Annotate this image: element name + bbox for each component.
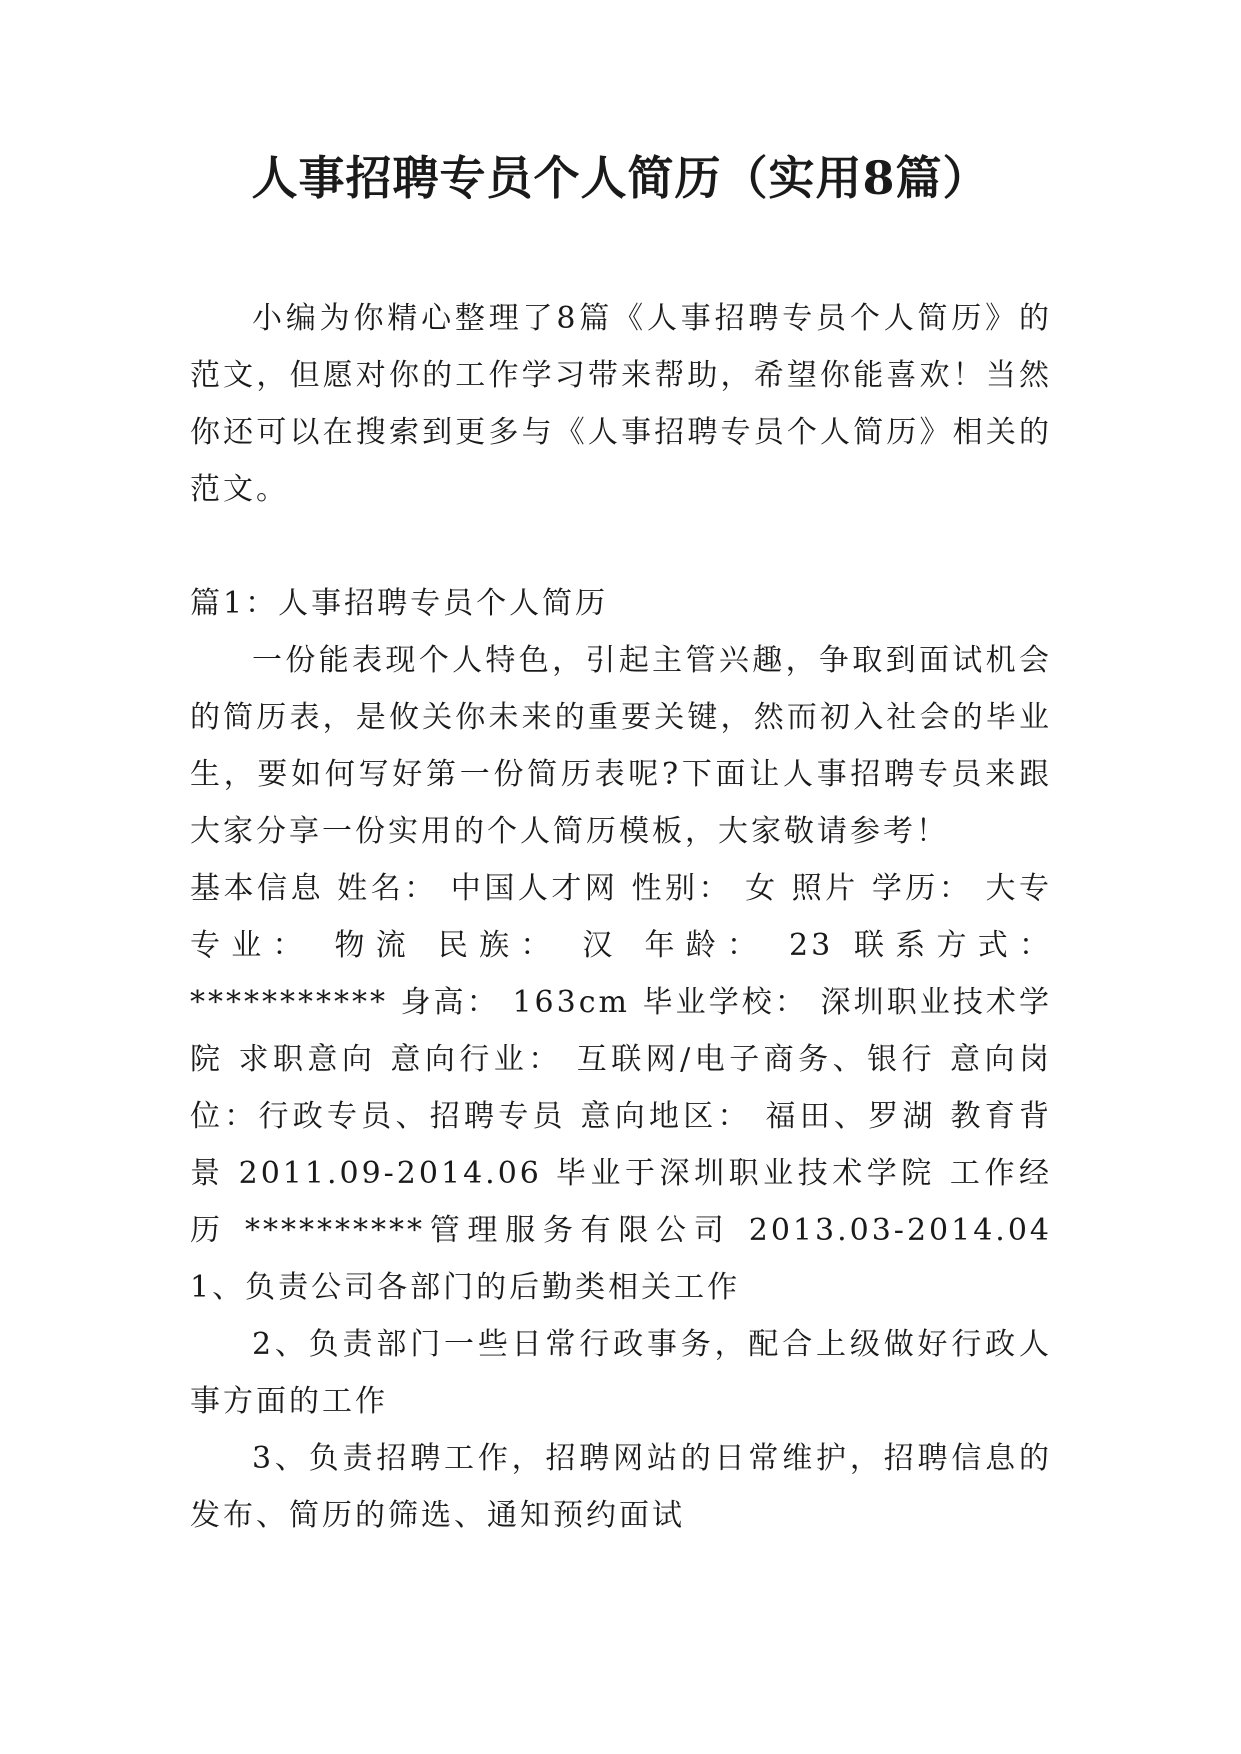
paragraph: 3、负责招聘工作，招聘网站的日常维护，招聘信息的发布、简历的筛选、通知预约面试 <box>190 1441 1052 1533</box>
paragraph: 一份能表现个人特色，引起主管兴趣，争取到面试机会的简历表，是攸关你未来的重要关键，然而初入社会的毕业生，要如何写好第一份简历表呢?下面让人事招聘专员来跟大家分享一份实用的个人简历模板，大家敬请参考！ <box>190 643 1052 849</box>
paragraph: 2、负责部门一些日常行政事务，配合上级做好行政人事方面的工作 <box>190 1327 1052 1419</box>
section-1 <box>190 575 1118 1544</box>
document-title: 人事招聘专员个人简历（实用8篇） <box>251 151 990 205</box>
intro-section <box>190 290 1052 518</box>
section-heading: 篇1：人事招聘专员个人简历 <box>190 586 609 621</box>
resume-details-paragraph: 基本信息 姓名： 中国人才网 性别： 女 照片 学历： 大专 专业： 物流 民族： 汉 年龄： 23 联系方式： *********** 身高： 163cm 毕业学校： 深圳职业技术学院 求职意向 意向行业： 互联网/电子商务、银行 意向岗位：行政专员、招聘专员 意向地区： 福田、罗湖 教育背景 2011.09-2014.06 毕业于深圳职业技术学院 工作经历 **********管理服务有限公司 2013.03-2014.04 1、负责公司各部门的后勤类相关工作 <box>190 871 1118 1305</box>
intro-paragraph: 小编为你精心整理了8篇《人事招聘专员个人简历》的范文，但愿对你的工作学习带来帮助，希望你能喜欢！当然你还可以在搜索到更多与《人事招聘专员个人简历》相关的范文。 <box>190 301 1052 507</box>
